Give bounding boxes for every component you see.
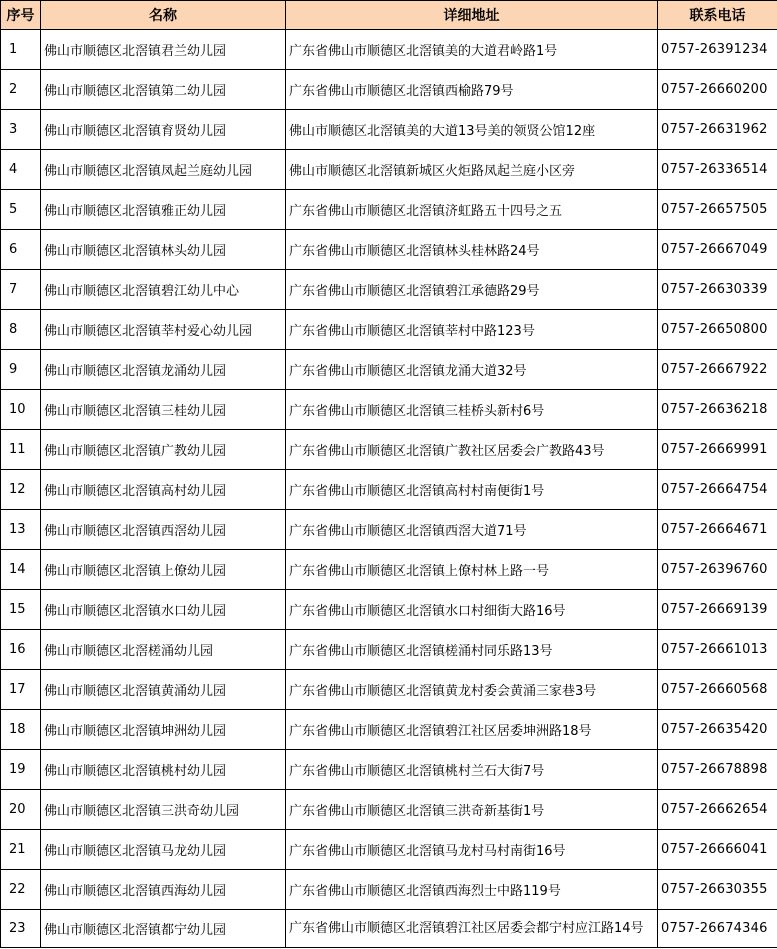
table-row <box>1 150 777 190</box>
row-phone: 0757-26336514 <box>658 150 777 190</box>
row-phone: 0757-26636218 <box>658 390 777 430</box>
row-name: 佛山市顺德区北滘镇西滘幼儿园 <box>41 510 286 550</box>
table-row <box>1 230 777 270</box>
table-row <box>1 870 777 910</box>
row-name: 佛山市顺德区北滘镇上僚幼儿园 <box>41 550 286 590</box>
row-address: 广东省佛山市顺德区北滘镇西榆路79号 <box>286 70 658 110</box>
row-index: 14 <box>1 550 41 590</box>
table-row <box>1 270 777 310</box>
table-row <box>1 310 777 350</box>
row-name: 佛山市顺德区北滘镇君兰幼儿园 <box>41 30 286 70</box>
row-phone: 0757-26674346 <box>658 910 777 948</box>
row-phone: 0757-26631962 <box>658 110 777 150</box>
row-address: 佛山市顺德区北滘镇美的大道13号美的领贤公馆12座 <box>286 110 658 150</box>
row-index: 19 <box>1 750 41 790</box>
row-name: 佛山市顺德区北滘镇凤起兰庭幼儿园 <box>41 150 286 190</box>
row-phone: 0757-26396760 <box>658 550 777 590</box>
row-phone: 0757-26660200 <box>658 70 777 110</box>
row-index: 16 <box>1 630 41 670</box>
row-address: 广东省佛山市顺德区北滘镇马龙村马村南街16号 <box>286 830 658 870</box>
header-row <box>1 1 777 30</box>
header-index: 序号 <box>1 1 41 30</box>
table-row <box>1 830 777 870</box>
table-row <box>1 790 777 830</box>
row-phone: 0757-26391234 <box>658 30 777 70</box>
row-index: 8 <box>1 310 41 350</box>
table-row <box>1 470 777 510</box>
row-name: 佛山市顺德区北滘镇林头幼儿园 <box>41 230 286 270</box>
row-name: 佛山市顺德区北滘镇马龙幼儿园 <box>41 830 286 870</box>
row-address: 广东省佛山市顺德区北滘镇水口村细街大路16号 <box>286 590 658 630</box>
row-address: 广东省佛山市顺德区北滘镇碧江社区居委会都宁村应江路14号 <box>286 910 658 948</box>
row-phone: 0757-26664671 <box>658 510 777 550</box>
row-address: 广东省佛山市顺德区北滘镇西海烈士中路119号 <box>286 870 658 910</box>
row-address: 广东省佛山市顺德区北滘镇广教社区居委会广教路43号 <box>286 430 658 470</box>
row-index: 20 <box>1 790 41 830</box>
row-address: 广东省佛山市顺德区北滘镇三洪奇新基街1号 <box>286 790 658 830</box>
row-phone: 0757-26669991 <box>658 430 777 470</box>
table-row <box>1 390 777 430</box>
row-phone: 0757-26657505 <box>658 190 777 230</box>
row-index: 23 <box>1 910 41 948</box>
row-name: 佛山市顺德区北滘镇广教幼儿园 <box>41 430 286 470</box>
row-index: 5 <box>1 190 41 230</box>
row-address: 广东省佛山市顺德区北滘镇龙涌大道32号 <box>286 350 658 390</box>
row-phone: 0757-26635420 <box>658 710 777 750</box>
row-address: 广东省佛山市顺德区北滘镇三桂桥头新村6号 <box>286 390 658 430</box>
row-index: 15 <box>1 590 41 630</box>
row-address: 广东省佛山市顺德区北滘镇莘村中路123号 <box>286 310 658 350</box>
row-index: 10 <box>1 390 41 430</box>
row-phone: 0757-26661013 <box>658 630 777 670</box>
row-name: 佛山市顺德区北滘镇碧江幼儿中心 <box>41 270 286 310</box>
table-row <box>1 910 777 948</box>
table-row <box>1 670 777 710</box>
row-index: 2 <box>1 70 41 110</box>
row-index: 17 <box>1 670 41 710</box>
row-index: 1 <box>1 30 41 70</box>
row-index: 22 <box>1 870 41 910</box>
table-body <box>1 30 777 948</box>
row-name: 佛山市顺德区北滘镇水口幼儿园 <box>41 590 286 630</box>
table-row <box>1 750 777 790</box>
row-address: 广东省佛山市顺德区北滘镇高村村南便街1号 <box>286 470 658 510</box>
table-row <box>1 190 777 230</box>
row-name: 佛山市顺德区北滘镇西海幼儿园 <box>41 870 286 910</box>
row-address: 广东省佛山市顺德区北滘镇碧江社区居委坤洲路18号 <box>286 710 658 750</box>
row-address: 广东省佛山市顺德区北滘镇黄龙村委会黄涌三家巷3号 <box>286 670 658 710</box>
table-row <box>1 350 777 390</box>
row-index: 18 <box>1 710 41 750</box>
row-name: 佛山市顺德区北滘镇黄涌幼儿园 <box>41 670 286 710</box>
row-phone: 0757-26669139 <box>658 590 777 630</box>
row-address: 广东省佛山市顺德区北滘镇西滘大道71号 <box>286 510 658 550</box>
table-row <box>1 630 777 670</box>
table-row <box>1 710 777 750</box>
row-name: 佛山市顺德区北滘镇第二幼儿园 <box>41 70 286 110</box>
row-name: 佛山市顺德区北滘镇坤洲幼儿园 <box>41 710 286 750</box>
row-index: 3 <box>1 110 41 150</box>
row-name: 佛山市顺德区北滘镇莘村爱心幼儿园 <box>41 310 286 350</box>
row-index: 11 <box>1 430 41 470</box>
row-name: 佛山市顺德区北滘镇雅正幼儿园 <box>41 190 286 230</box>
row-name: 佛山市顺德区北滘镇三桂幼儿园 <box>41 390 286 430</box>
row-name: 佛山市顺德区北滘镇桃村幼儿园 <box>41 750 286 790</box>
row-index: 6 <box>1 230 41 270</box>
row-name: 佛山市顺德区北滘镇都宁幼儿园 <box>41 910 286 948</box>
row-phone: 0757-26630355 <box>658 870 777 910</box>
row-phone: 0757-26662654 <box>658 790 777 830</box>
header-phone: 联系电话 <box>658 1 777 30</box>
row-name: 佛山市顺德区北滘镇龙涌幼儿园 <box>41 350 286 390</box>
row-address: 广东省佛山市顺德区北滘镇美的大道君岭路1号 <box>286 30 658 70</box>
row-index: 7 <box>1 270 41 310</box>
row-index: 13 <box>1 510 41 550</box>
row-index: 4 <box>1 150 41 190</box>
table-row <box>1 590 777 630</box>
row-index: 9 <box>1 350 41 390</box>
header-address: 详细地址 <box>286 1 658 30</box>
row-address: 佛山市顺德区北滘镇新城区火炬路凤起兰庭小区旁 <box>286 150 658 190</box>
row-address: 广东省佛山市顺德区北滘镇林头桂林路24号 <box>286 230 658 270</box>
table-row <box>1 70 777 110</box>
row-phone: 0757-26650800 <box>658 310 777 350</box>
table-row <box>1 30 777 70</box>
row-name: 佛山市顺德区北滘镇育贤幼儿园 <box>41 110 286 150</box>
row-phone: 0757-26660568 <box>658 670 777 710</box>
header-name: 名称 <box>41 1 286 30</box>
table-row <box>1 550 777 590</box>
row-name: 佛山市顺德区北滘镇三洪奇幼儿园 <box>41 790 286 830</box>
row-index: 12 <box>1 470 41 510</box>
row-phone: 0757-26667922 <box>658 350 777 390</box>
row-phone: 0757-26667049 <box>658 230 777 270</box>
table-row <box>1 110 777 150</box>
table-row <box>1 430 777 470</box>
row-address: 广东省佛山市顺德区北滘镇上僚村林上路一号 <box>286 550 658 590</box>
row-phone: 0757-26678898 <box>658 750 777 790</box>
table-row <box>1 510 777 550</box>
row-address: 广东省佛山市顺德区北滘镇槎涌村同乐路13号 <box>286 630 658 670</box>
row-phone: 0757-26666041 <box>658 830 777 870</box>
table-header <box>1 1 777 30</box>
row-name: 佛山市顺德区北滘槎涌幼儿园 <box>41 630 286 670</box>
row-name: 佛山市顺德区北滘镇高村幼儿园 <box>41 470 286 510</box>
row-phone: 0757-26664754 <box>658 470 777 510</box>
row-phone: 0757-26630339 <box>658 270 777 310</box>
row-address: 广东省佛山市顺德区北滘镇济虹路五十四号之五 <box>286 190 658 230</box>
row-address: 广东省佛山市顺德区北滘镇碧江承德路29号 <box>286 270 658 310</box>
row-index: 21 <box>1 830 41 870</box>
row-address: 广东省佛山市顺德区北滘镇桃村兰石大街7号 <box>286 750 658 790</box>
